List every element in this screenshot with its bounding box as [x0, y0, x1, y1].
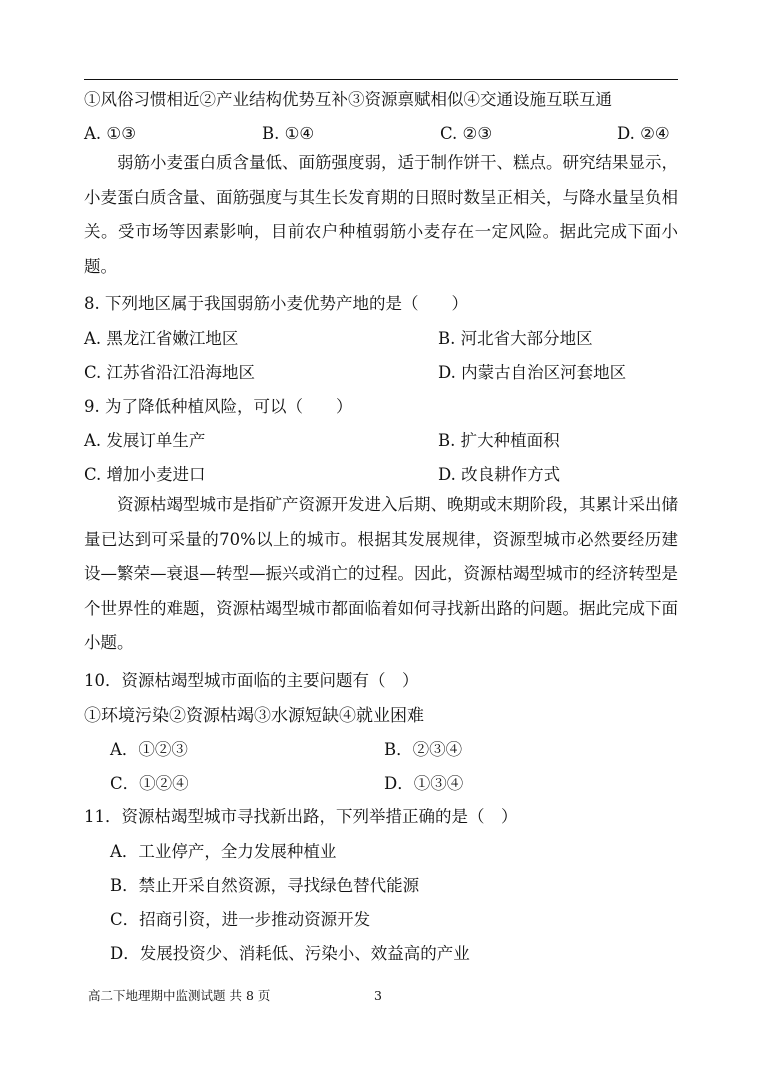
q10-option-d: D．①③④	[384, 774, 464, 793]
q11-option-c: C．招商引资，进一步推动资源开发	[110, 910, 371, 929]
q7-option-b: B. ①④	[262, 124, 315, 143]
q9-option-b: B. 扩大种植面积	[438, 431, 560, 450]
q9-option-c: C. 增加小麦进口	[84, 465, 206, 484]
q11-option-b: B．禁止开采自然资源，寻找绿色替代能源	[110, 876, 420, 895]
q8-stem: 8. 下列地区属于我国弱筋小麦优势产地的是（ ）	[84, 294, 468, 313]
q11-stem: 11．资源枯竭型城市寻找新出路，下列举措正确的是（ ）	[84, 807, 518, 826]
q7-items-line: ①风俗习惯相近②产业结构优势互补③资源禀赋相似④交通设施互联互通	[84, 90, 612, 109]
q10-stem: 10．资源枯竭型城市面临的主要问题有（ ）	[84, 671, 419, 690]
q8-option-b: B. 河北省大部分地区	[438, 329, 593, 348]
passage-wheat: 弱筋小麦蛋白质含量低、面筋强度弱，适于制作饼干、糕点。研究结果显示，小麦蛋白质含量、面筋强度与其生长发育期的日照时数呈正相关，与降水量呈负相关。受市场等因素影响，目前农户种植弱筋小麦存在一定风险。据此完成下面小题。	[84, 153, 678, 276]
q11-option-d: D．发展投资少、消耗低、污染小、效益高的产业	[110, 944, 470, 963]
q10-option-b: B．②③④	[384, 740, 463, 759]
q7-option-a: A. ①③	[84, 124, 136, 143]
page-number: 3	[374, 988, 382, 1003]
q7-option-d: D. ②④	[617, 124, 670, 143]
q10-option-a: A．①②③	[110, 740, 188, 759]
q9-stem: 9. 为了降低种植风险，可以（ ）	[84, 397, 353, 416]
q7-option-c: C. ②③	[440, 124, 493, 143]
q9-option-a: A. 发展订单生产	[84, 431, 206, 450]
q10-items: ①环境污染②资源枯竭③水源短缺④就业困难	[84, 706, 424, 726]
q11-option-a: A．工业停产，全力发展种植业	[110, 842, 337, 861]
q9-option-d: D. 改良耕作方式	[438, 465, 561, 484]
q8-option-d: D. 内蒙古自治区河套地区	[438, 363, 627, 382]
footer-title: 高二下地理期中监测试题 共 8 页	[88, 988, 271, 1003]
passage-resource-city: 资源枯竭型城市是指矿产资源开发进入后期、晚期或末期阶段，其累计采出储量已达到可采量的70%以上的城市。根据其发展规律，资源型城市必然要经历建设—繁荣—衰退—转型—振兴或消亡的过程。因此，资源枯竭型城市的经济转型是个世界性的难题，资源枯竭型城市都面临着如何寻找新出路的问题。据此完成下面小题。	[84, 495, 678, 652]
q8-option-a: A. 黑龙江省嫩江地区	[84, 329, 239, 348]
header-rule	[84, 79, 678, 80]
q8-option-c: C. 江苏省沿江沿海地区	[84, 363, 256, 382]
q10-option-c: C．①②④	[110, 774, 189, 793]
